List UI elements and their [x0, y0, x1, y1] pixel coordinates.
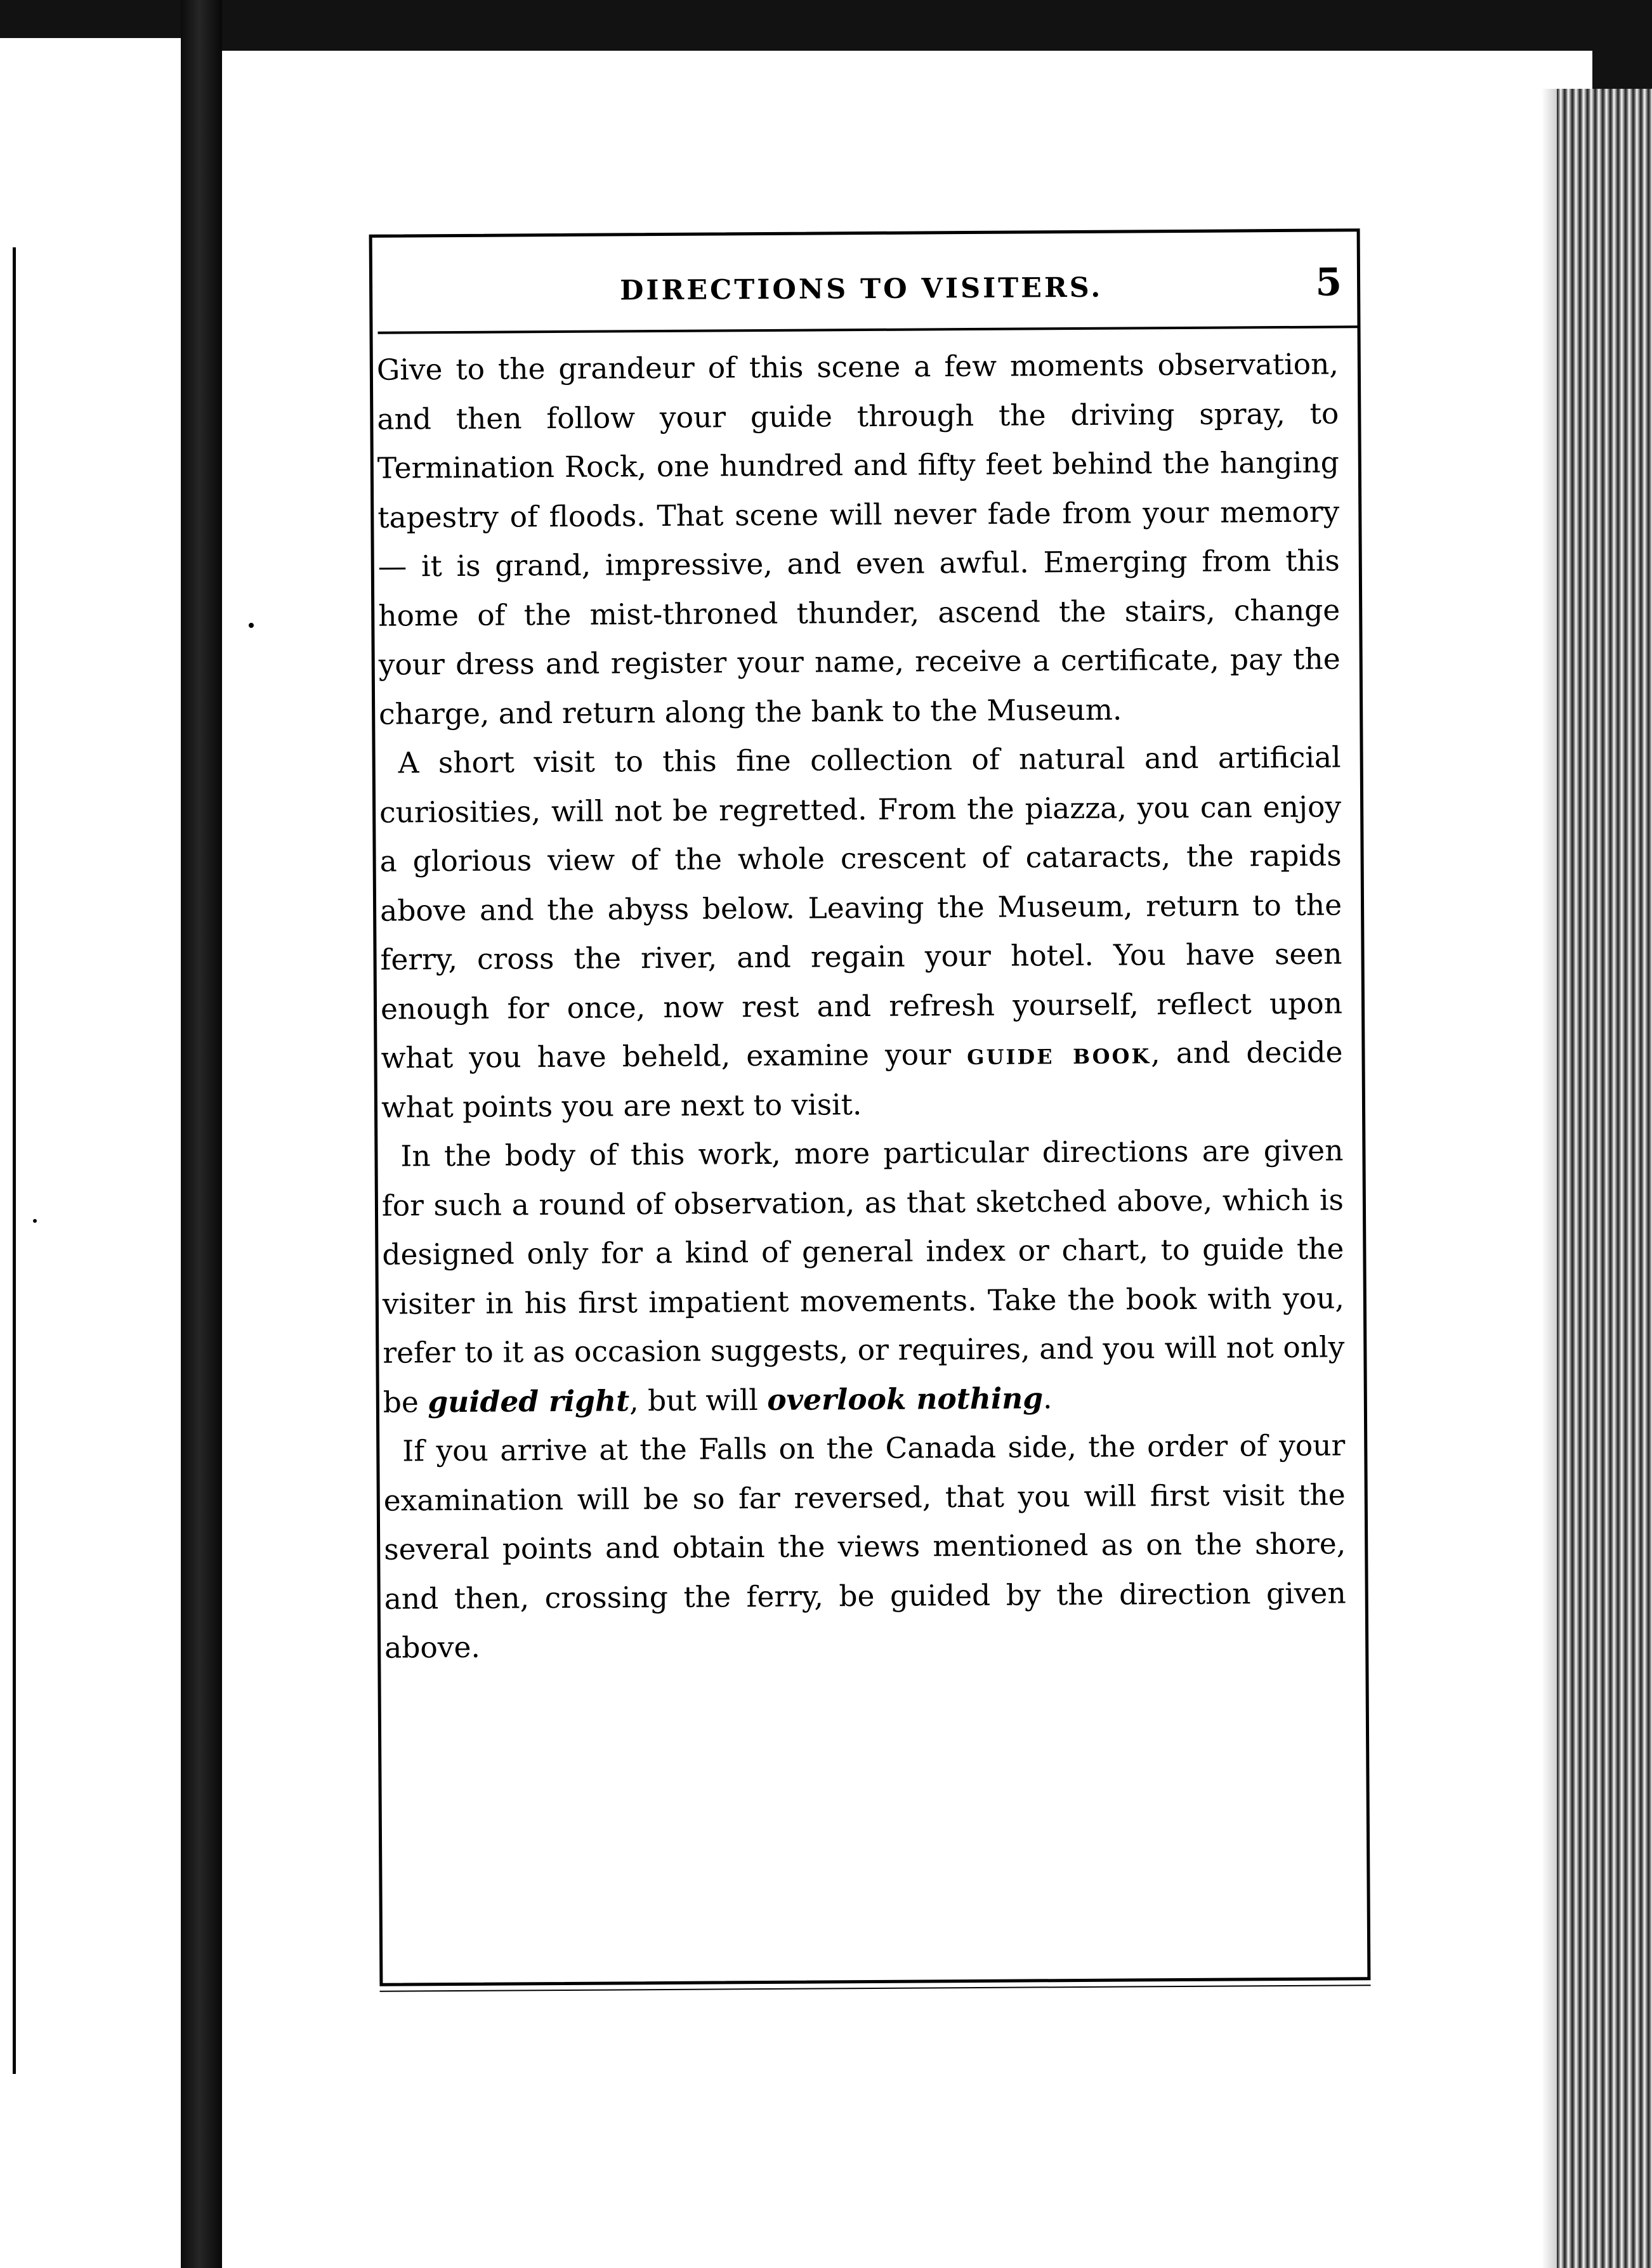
paragraph-1 — [377, 339, 1341, 738]
paragraph-3-text-end: . — [1042, 1381, 1052, 1415]
paragraph-2 — [379, 733, 1343, 1131]
paragraph-1-text: Give to the grandeur of this scene a few moments observation, and then follow your guide through the driving spray, to Termination Rock, one hundred and fifty feet behind the hanging tapestry of floods. That scene will never fade from your memory — it is grand, impressive, and even awful. Emerging from this home of the mist-throned thunder, ascend the stairs, change your dress and register your name, receive a certificate, pay the charge, and return along the bank to the Museum. — [376, 347, 1341, 731]
text-frame — [369, 228, 1371, 1986]
ink-speck — [249, 623, 254, 628]
facing-page — [0, 38, 181, 2268]
facing-page-frame-edge — [0, 247, 16, 2074]
italic-overlook-nothing: overlook nothing — [767, 1380, 1044, 1417]
italic-guided-right: guided right — [428, 1383, 630, 1419]
paragraph-2-text-end: , and decide what points you are next to visit. — [381, 1035, 1343, 1124]
page-number: 5 — [1315, 260, 1342, 305]
page-edge-shade — [1542, 89, 1557, 2268]
running-head — [372, 260, 1342, 323]
book-fore-edge — [1557, 89, 1652, 2268]
paragraph-3-text: In the body of this work, more particular directions are given for such a round of observation, as that sketched above, which is designed only for a kind of general index or chart, to guide the visiter in his first impatient movements. Take the book with you, refer to it as occasion suggests, or requires, and you will not only be — [381, 1133, 1345, 1419]
paragraph-2-text: A short visit to this fine collection of natural and artificial curiosities, will not be regretted. From the piazza, you can enjoy a glorious view of the whole crescent of cataracts, the rapids above and the abyss below. Leaving the Museum, return to the ferry, cross the river, and regain your hotel. You have seen enough for once, now rest and refresh yourself, reflect upon what you have beheld, examine your — [379, 740, 1343, 1075]
paragraph-4 — [383, 1421, 1346, 1672]
running-head-title: DIRECTIONS TO VISITERS. — [619, 271, 1103, 307]
paragraph-3 — [381, 1126, 1345, 1426]
ink-speck — [33, 1219, 37, 1223]
head-rule — [378, 325, 1358, 334]
paragraph-4-text: If you arrive at the Falls on the Canada side, the order of your examination will be so far reversed, that you will first visit the several points and obtain the views mentioned as on the shore, and then, crossing the ferry, be guided by the direction given above. — [383, 1428, 1346, 1665]
paragraph-3-text-mid: , but will — [629, 1383, 768, 1418]
guide-book-smallcaps: guide book — [967, 1036, 1151, 1072]
page-body — [377, 339, 1347, 1672]
book-gutter — [181, 0, 222, 2268]
